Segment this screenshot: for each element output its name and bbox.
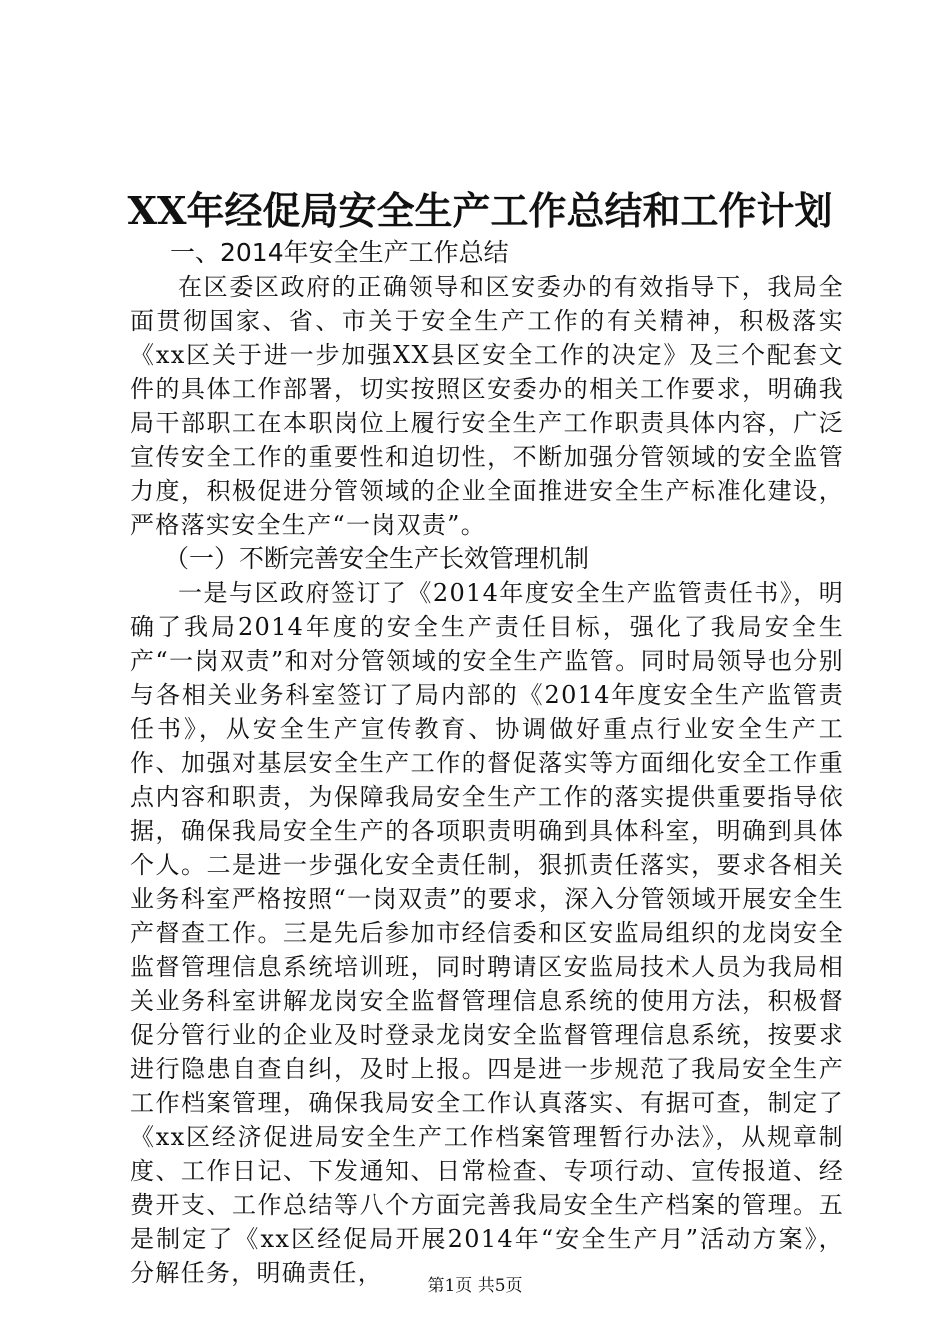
section-heading: 一、2014年安全生产工作总结	[170, 238, 509, 267]
subsection-paragraph: 一是与区政府签订了《2014年度安全生产监管责任书》，明确了我局2014年度的安全生产责任目标，强化了我局安全生产“一岗双责”和对分管领域的安全生产监管。同时局领导也分别与各相关业务科室签订了局内部的《2014年度安全生产监管责任书》，从安全生产宣传教育、协调做好重点行业安全生产工作、加强对基层安全生产工作的督促落实等方面细化安全工作重点内容和职责，为保障我局安全生产工作的落实提供重要指导依据，确保我局安全生产的各项职责明确到具体科室，明确到具体个人。二是进一步强化安全责任制，狠抓责任落实，要求各相关业务科室严格按照“一岗双责”的要求，深入分管领域开展安全生产督查工作。三是先后参加市经信委和区安监局组织的龙岗安全监督管理信息系统培训班，同时聘请区安监局技术人员为我局相关业务科室讲解龙岗安全监督管理信息系统的使用方法，积极督促分管行业的企业及时登录龙岗安全监督管理信息系统，按要求进行隐患自查自纠，及时上报。四是进一步规范了我局安全生产工作档案管理，确保我局安全工作认真落实、有据可查，制定了《xx区经济促进局安全生产工作档案管理暂行办法》，从规章制度、工作日记、下发通知、日常检查、专项行动、宣传报道、经费开支、工作总结等八个方面完善我局安全生产档案的管理。五是制定了《xx区经促局开展2014年“安全生产月”活动方案》，分解任务，明确责任，	[130, 579, 844, 1287]
document-body	[130, 236, 844, 1290]
subsection-heading: （一）不断完善安全生产长效管理机制	[164, 544, 590, 573]
page-number: 第1页 共5页	[427, 1276, 523, 1296]
document-title: XX年经促局安全生产工作总结和工作计划	[127, 188, 833, 233]
section-paragraph: 在区委区政府的正确领导和区安委办的有效指导下，我局全面贯彻国家、省、市关于安全生产工作的有关精神，积极落实《xx区关于进一步加强XX县区安全工作的决定》及三个配套文件的具体工作部署，切实按照区安委办的相关工作要求，明确我局干部职工在本职岗位上履行安全生产工作职责具体内容，广泛宣传安全工作的重要性和迫切性，不断加强分管领域的安全监管力度，积极促进分管领域的企业全面推进安全生产标准化建设，严格落实安全生产“一岗双责”。	[130, 273, 844, 539]
